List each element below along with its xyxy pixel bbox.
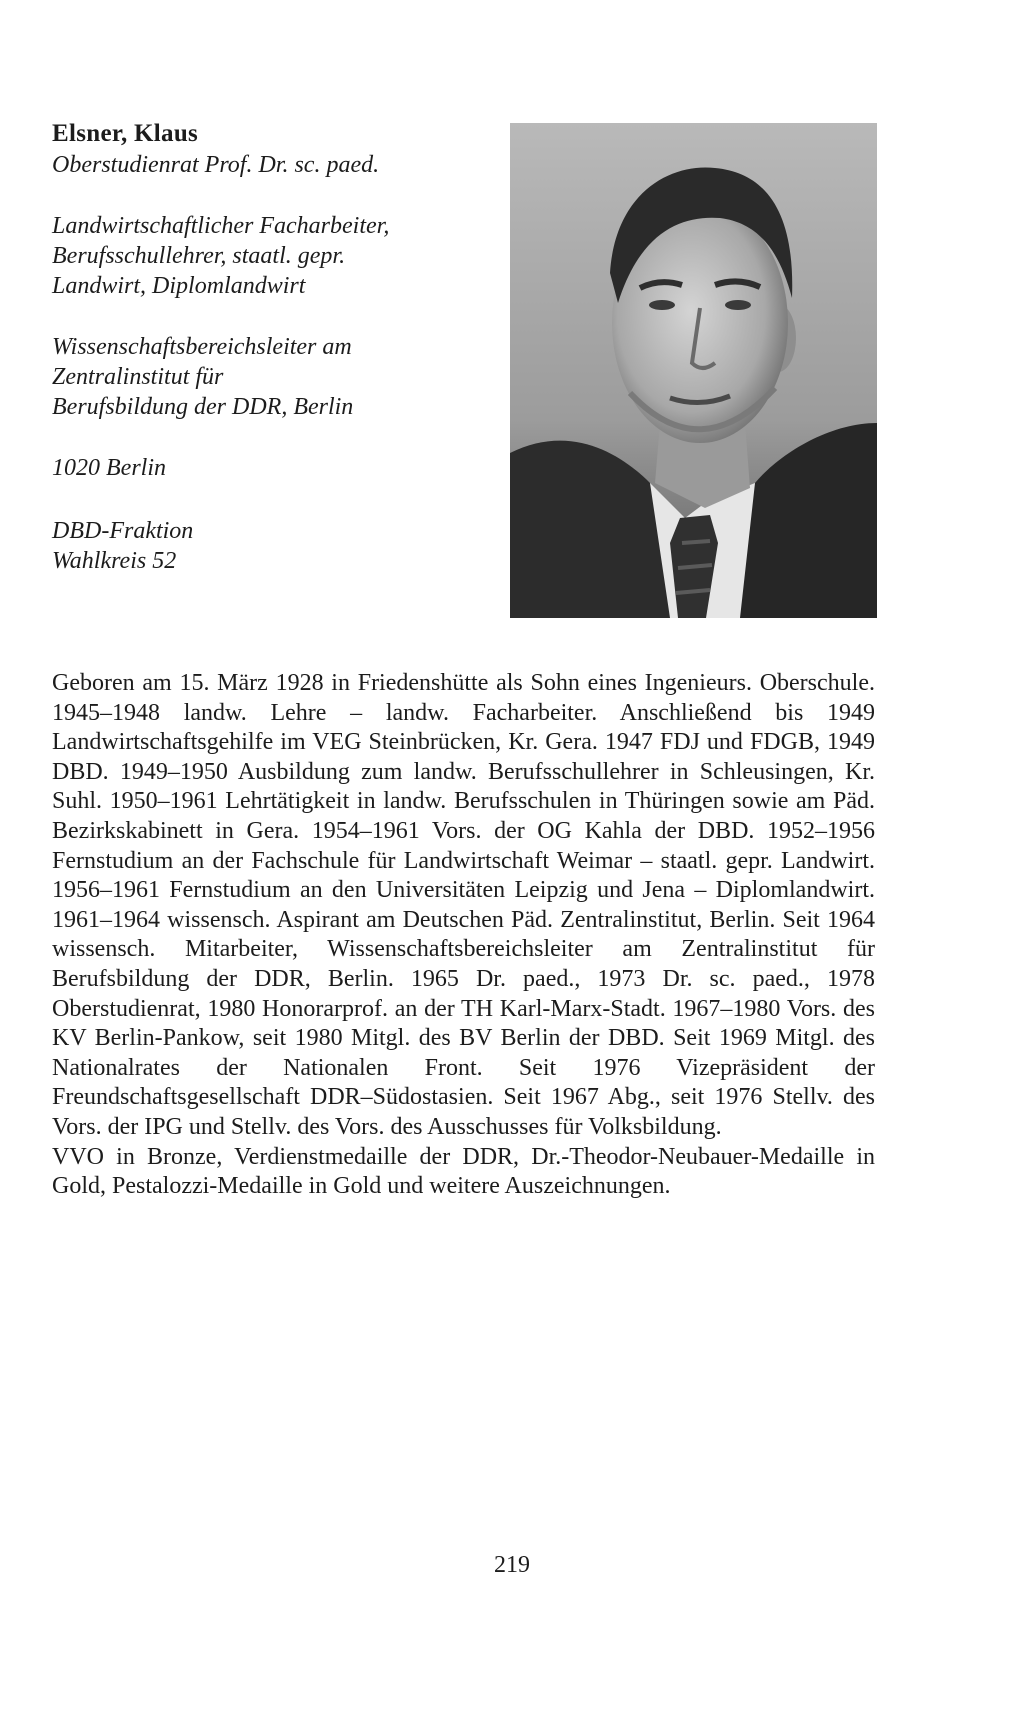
- person-name: Elsner, Klaus: [52, 120, 199, 147]
- biography-text: Geboren am 15. März 1928 in Friedenshütte als Sohn eines Ingenieurs. Oberschule. 1945–1948 landw. Lehre – landw. Facharbeiter. Anschließend bis 1949 Landwirtschaftsgehilfe im VEG Steinbrücken, Kr. Gera. 1947 FDJ und FDGB, 1949 DBD. 1949–1950 Ausbildung zum landw. Berufsschullehrer in Schleusingen, Kr. Suhl. 1950–1961 Lehrtätigkeit in landw. Berufsschulen in Thüringen sowie am Päd. Bezirkskabinett in Gera. 1954–1961 Vors. der OG Kahla der DBD. 1952–1956 Fernstudium an der Fachschule für Landwirtschaft Weimar – staatl. gepr. Landwirt. 1956–1961 Fernstudium an den Universitäten Leipzig und Jena – Diplomlandwirt. 1961–1964 wissensch. Aspirant am Deutschen Päd. Zentralinstitut, Berlin. Seit 1964 wissensch. Mitarbeiter, Wissenschaftsbereichsleiter am Zentralinstitut für Berufsbildung der DDR, Berlin. 1965 Dr. paed., 1973 Dr. sc. paed., 1978 Oberstudienrat, 1980 Honorarprof. an der TH Karl-Marx-Stadt. 1967–1980 Vors. des KV Berlin-Pankow, seit 1980 Mitgl. des BV Berlin der DBD. Seit 1969 Mitgl. des Nationalrates der Nationalen Front. Seit 1976 Vizepräsident der Freundschaftsgesellschaft DDR–Südostasien. Seit 1967 Abg., seit 1976 Stellv. des Vors. der IPG und Stellv. des Vors. des Ausschusses für Volksbildung.: [52, 670, 875, 1140]
- qualification-line: Landwirtschaftlicher Facharbeiter,: [52, 213, 390, 239]
- biography: [52, 669, 875, 1202]
- qualifications: [52, 211, 492, 301]
- position-line: Berufsbildung der DDR, Berlin: [52, 394, 354, 420]
- qualification-line: Berufsschullehrer, staatl. gepr.: [52, 243, 346, 269]
- current-position: [52, 332, 492, 422]
- page-number: 219: [494, 1552, 530, 1578]
- awards-text: VVO in Bronze, Verdienstmedaille der DDR, Dr.-Theodor-Neubauer-Medaille in Gold, Pestalozzi-Medaille in Gold und weitere Auszeichnungen.: [52, 1143, 875, 1200]
- qualification-line: Landwirt, Diplomlandwirt: [52, 273, 306, 299]
- address: 1020 Berlin: [52, 455, 166, 481]
- portrait-photo: [510, 123, 877, 618]
- constituency: Wahlkreis 52: [52, 548, 177, 574]
- position-line: Zentralinstitut für: [52, 364, 224, 390]
- address-block: [52, 453, 492, 483]
- person-title: Oberstudienrat Prof. Dr. sc. paed.: [52, 152, 380, 178]
- position-line: Wissenschaftsbereichsleiter am: [52, 334, 352, 360]
- faction-block: [52, 516, 492, 576]
- fraction: DBD-Fraktion: [52, 518, 194, 544]
- entry-header: [52, 118, 492, 576]
